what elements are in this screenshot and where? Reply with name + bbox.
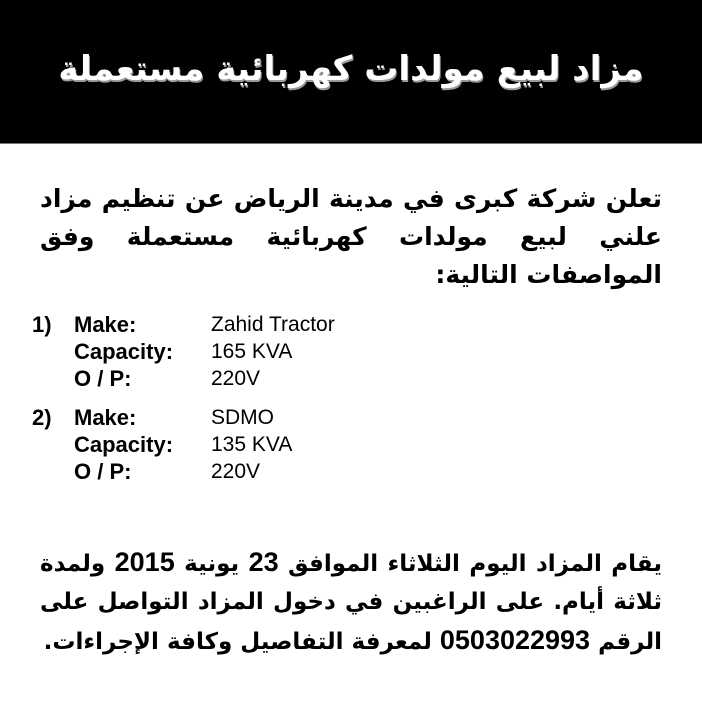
spec-value: 135 KVA	[211, 433, 293, 456]
spec-row-capacity	[74, 431, 292, 458]
spec-value: 220V	[211, 367, 261, 390]
spec-number: 2)	[32, 405, 52, 430]
banner-divider	[0, 143, 702, 144]
generator-spec-2	[32, 404, 335, 485]
outro-text: لمعرفة التفاصيل وكافة الإجراءات.	[43, 629, 440, 655]
generator-spec-1	[32, 311, 335, 392]
spec-value: Zahid Tractor	[211, 313, 335, 336]
title-banner	[0, 0, 702, 143]
spec-number: 1)	[32, 312, 52, 337]
auction-details-paragraph	[40, 543, 662, 661]
spec-value: 220V	[211, 460, 261, 483]
auction-year: 2015	[114, 547, 175, 577]
outro-text: ولمدة ثلاثة أيام. على الراغبين في دخول المزاد التواصل على الرقم	[40, 551, 662, 655]
outro-text: يونية	[174, 551, 249, 577]
spec-row-make	[74, 404, 292, 431]
spec-row-make	[74, 311, 335, 338]
spec-label: Capacity:	[74, 432, 174, 457]
spec-label: Capacity:	[74, 339, 174, 364]
spec-value: 165 KVA	[211, 340, 293, 363]
generator-specs-list	[32, 311, 335, 497]
intro-paragraph: تعلن شركة كبرى في مدينة الرياض عن تنظيم مزاد علني لبيع مولدات كهربائية مستعملة وفق المواصفات التالية:	[40, 184, 662, 289]
spec-label: O / P:	[74, 459, 132, 484]
spec-row-output	[74, 458, 292, 485]
spec-label: Make:	[74, 312, 137, 337]
contact-phone-number: 0503022993	[439, 625, 591, 655]
spec-row-capacity	[74, 338, 335, 365]
spec-value: SDMO	[211, 406, 274, 429]
page-title: مزاد لبيع مولدات كهربائية مستعملة	[58, 48, 644, 89]
spec-label: Make:	[74, 405, 137, 430]
spec-label: O / P:	[74, 366, 132, 391]
outro-text: يقام المزاد اليوم الثلاثاء الموافق	[278, 551, 662, 577]
auction-day: 23	[248, 547, 279, 577]
spec-row-output	[74, 365, 335, 392]
